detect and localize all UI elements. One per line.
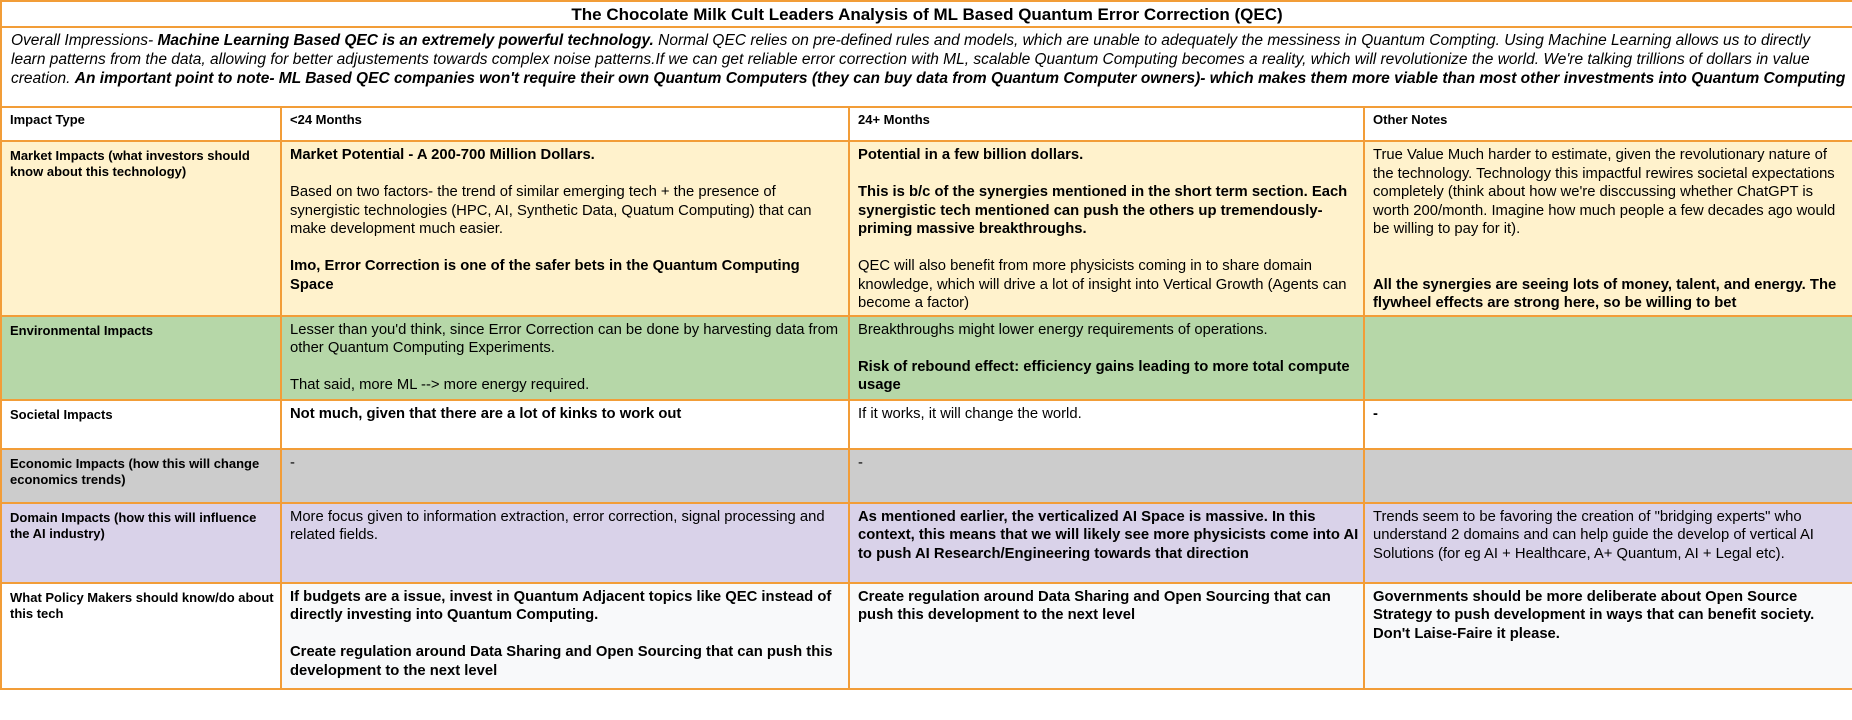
long-term-cell[interactable] [849,400,1364,449]
cell-paragraph: That said, more ML --> more energy required. [290,377,590,393]
paragraph-spacer [290,358,844,377]
cell-paragraph: All the synergies are seeing lots of money, talent, and energy. The flywheel effects are strong here, so be willing to bet [1373,276,1837,311]
cell-paragraph: Trends seem to be favoring the creation of "bridging experts" who understand 2 domains and can help guide the develop of vertical AI Solutions (for eg AI + Healthcare, A+ Quantum, AI + Legal etc). [1373,508,1814,562]
cell-paragraph: Breakthroughs might lower energy requirements of operations. [858,321,1268,338]
cell-paragraph: Create regulation around Data Sharing and Open Sourcing that can push this development to the next level [290,644,833,679]
overall-impressions-cell[interactable] [1,27,1852,107]
header-long-term[interactable]: 24+ Months [849,107,1364,141]
row-environmental-impacts [1,316,1852,400]
cell-paragraph: Create regulation around Data Sharing and Open Sourcing that can push this development to the next level [858,588,1331,623]
row-policy-makers [1,583,1852,689]
long-term-cell[interactable] [849,316,1364,400]
other-notes-cell[interactable] [1364,583,1852,689]
other-notes-cell[interactable] [1364,141,1852,316]
impact-type-label[interactable]: Environmental Impacts [1,316,281,400]
other-notes-cell[interactable] [1364,449,1852,503]
cell-paragraph: QEC will also benefit from more physicists coming in to share domain knowledge, which will drive a lot of insight into Vertical Growth (Agents can become a factor) [858,258,1347,311]
paragraph-spacer [290,165,844,184]
short-term-cell[interactable] [281,449,849,503]
other-notes-cell[interactable] [1364,400,1852,449]
cell-paragraph: More focus given to information extraction, error correction, signal processing and related fields. [290,508,825,543]
header-other-notes[interactable]: Other Notes [1364,107,1852,141]
row-market-impacts [1,141,1852,316]
paragraph-spacer [290,239,844,258]
short-term-cell[interactable] [281,316,849,400]
cell-paragraph: This is b/c of the synergies mentioned in the short term section. Each synergistic tech mentioned can push the others up tremendously- priming massive breakthroughs. [858,184,1348,237]
impact-type-label[interactable]: Societal Impacts [1,400,281,449]
row-societal-impacts [1,400,1852,449]
cell-paragraph: Lesser than you'd think, since Error Correction can be done by harvesting data from other Quantum Computing Experiments. [290,321,839,356]
paragraph-spacer [1373,239,1848,258]
long-term-cell[interactable] [849,503,1364,583]
other-notes-cell[interactable] [1364,503,1852,583]
long-term-cell[interactable] [849,141,1364,316]
paragraph-spacer [858,165,1359,184]
header-row [1,107,1852,141]
cell-paragraph: If budgets are a issue, invest in Quantum Adjacent topics like QEC instead of directly investing into Quantum Computing. [290,588,832,623]
long-term-cell[interactable] [849,583,1364,689]
cell-paragraph: Potential in a few billion dollars. [858,147,1084,163]
paragraph-spacer [1373,257,1848,276]
cell-paragraph: Market Potential - A 200-700 Million Dollars. [290,147,595,163]
cell-paragraph: Based on two factors- the trend of similar emerging tech + the presence of synergistic technologies (HPC, AI, Synthetic Data, Quatum Computing) that can make development much easier. [290,184,812,237]
header-impact-type[interactable]: Impact Type [1,107,281,141]
row-economic-impacts [1,449,1852,503]
cell-paragraph: - [1373,405,1378,422]
cell-paragraph: - [290,454,295,471]
cell-paragraph: If it works, it will change the world. [858,405,1082,422]
long-term-cell[interactable] [849,449,1364,503]
sheet-title[interactable]: The Chocolate Milk Cult Leaders Analysis of ML Based Quantum Error Correction (QEC) [1,1,1852,27]
short-term-cell[interactable] [281,141,849,316]
impact-type-label[interactable]: Economic Impacts (how this will change economics trends) [1,449,281,503]
cell-paragraph: - [858,454,863,471]
short-term-cell[interactable] [281,400,849,449]
row-domain-impacts [1,503,1852,583]
paragraph-spacer [858,339,1359,358]
paragraph-spacer [858,239,1359,258]
other-notes-cell[interactable] [1364,316,1852,400]
cell-paragraph: Governments should be more deliberate about Open Source Strategy to push development in ways that can benefit society. Don't Laise-Faire it please. [1373,588,1815,642]
short-term-cell[interactable] [281,583,849,689]
impact-type-label[interactable]: Domain Impacts (how this will influence the AI industry) [1,503,281,583]
impact-type-label[interactable]: What Policy Makers should know/do about this tech [1,583,281,689]
cell-paragraph: Not much, given that there are a lot of kinks to work out [290,405,682,422]
impact-type-label[interactable]: Market Impacts (what investors should know about this technology) [1,141,281,316]
cell-paragraph: True Value Much harder to estimate, given the revolutionary nature of the technology. Technology this impactful rewires societal expectations completely (think about how we're disccussing whether ChatGPT is worth 200/month. Imagine how much people a few decades ago would be willing to pay for it). [1373,147,1836,237]
cell-paragraph: Imo, Error Correction is one of the safer bets in the Quantum Computing Space [290,258,800,293]
cell-paragraph: As mentioned earlier, the verticalized AI Space is massive. In this context, this means that we will likely see more physicists come into AI to push AI Research/Engineering towards that direction [858,508,1359,562]
cell-paragraph: Risk of rebound effect: efficiency gains leading to more total compute usage [858,358,1350,393]
paragraph-spacer [290,625,844,644]
overview-bold-claim: Machine Learning Based QEC is an extremely powerful technology. [157,32,654,49]
overview-bold-note: An important point to note- ML Based QEC companies won't require their own Quantum Computers (they can buy data from Quantum Computer owners)- which makes them more viable than most other investments into Quantum Computing [74,70,1846,87]
short-term-cell[interactable] [281,503,849,583]
overview-prefix: Overall Impressions- [11,32,158,49]
header-short-term[interactable]: <24 Months [281,107,849,141]
overview-body: Normal QEC relies on pre-defined rules and models, which are unable to adequately the messiness in Quantum Compting. Using Machine Learning allows us to directly learn patterns from the data, allowing for better adjustements towards complex noise patterns.If we can get reliable error correction with ML, scalable Quantum Computing becomes a reality, which will revolutionize the world. We're talking trillions of dollars in value creation. [11,32,1811,87]
